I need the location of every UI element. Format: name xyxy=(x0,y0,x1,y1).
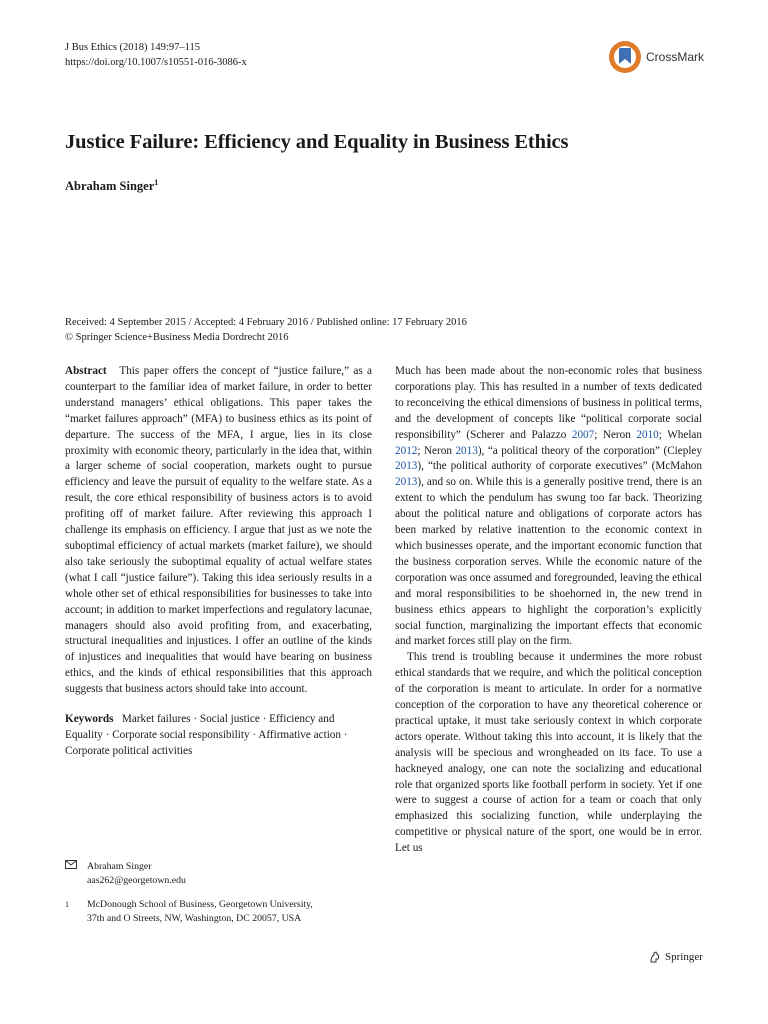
left-column xyxy=(65,364,372,760)
author-line xyxy=(65,178,158,194)
abstract xyxy=(65,364,372,698)
affiliation-line-2: 37th and O Streets, NW, Washington, DC 20057, USA xyxy=(87,913,302,924)
citation-link[interactable]: 2012 xyxy=(395,444,418,457)
envelope-icon xyxy=(65,860,87,888)
citation-link[interactable]: 2010 xyxy=(636,428,659,441)
corresponding-author xyxy=(65,860,372,888)
journal-info xyxy=(65,40,247,70)
p1-text-6: ), “the political authority of corporate executives” (McMahon xyxy=(417,460,702,473)
keywords xyxy=(65,712,372,760)
journal-citation: J Bus Ethics (2018) 149:97–115 xyxy=(65,42,200,53)
received-accepted-published: Received: 4 September 2015 / Accepted: 4 February 2016 / Published online: 17 February 2016 xyxy=(65,317,467,328)
keywords-text: Market failures · Social justice · Efficiency and Equality · Corporate social responsibility · Affirmative action · Corporate political activities xyxy=(65,713,348,757)
author-footnotes xyxy=(65,860,372,926)
p1-text-5: ), “a political theory of the corporation” (Ciepley xyxy=(477,444,702,457)
right-column xyxy=(395,364,702,857)
citation-link[interactable]: 2013 xyxy=(395,476,418,489)
publisher-name: Springer xyxy=(665,951,703,963)
p1-text-4: ; Neron xyxy=(417,444,456,457)
publisher-footer xyxy=(648,950,703,964)
article-title: Justice Failure: Efficiency and Equality in Business Ethics xyxy=(65,131,569,153)
abstract-text: This paper offers the concept of “justice failure,” as a counterpart to the familiar idea of market failure, in order to better understand managers’ ethical obligations. This paper takes the “market failures approach” (MFA) to business ethics as its point of departure. The success of the MFA, I argue, lies in its close proximity with economic theory, particularly in the idea that, within a larger scheme of social cooperation, markets ought to pursue efficiency and leave the pursuit of equality to the welfare state. As a result, the core ethical responsibility of business actors is to avoid profiting off of market failure. After reviewing this approach I challenge its emphasis on efficiency. I argue that just as we note the suboptimal efficiency of actual markets (market failure), we should also take seriously the suboptimal equality of actual welfare states (what I call “justice failure”). Taking this idea seriously results in a whole other set of ethical responsibilities for businesses to take into account; in addition to market imperfections and regulatory lacunae, managers should also avoid profiting from, and exacerbating, structural inequalities and injustices. I offer an outline of the kinds of injustices and inequalities that would have bearing on business ethics, and the kinds of ethical responsibilities that this approach suggests that business actors should take into account. xyxy=(65,365,372,696)
springer-horse-icon xyxy=(648,950,662,964)
citation-link[interactable]: 2007 xyxy=(571,428,595,441)
author-name[interactable]: Abraham Singer xyxy=(65,179,155,194)
author-email[interactable]: aas262@georgetown.edu xyxy=(87,875,186,886)
affiliation xyxy=(65,898,372,926)
copyright-line: © Springer Science+Business Media Dordrecht 2016 xyxy=(65,332,289,343)
affiliation-marker: 1 xyxy=(65,900,69,909)
p1-text-2: ; Neron xyxy=(594,428,637,441)
crossmark-badge[interactable] xyxy=(608,40,704,74)
p1-text-1: Much has been made about the non-economic roles that business corporations play. This has resulted in a number of texts dedicated to reconceiving the ethical dimensions of business in political terms, and the development of concepts like “political corporate social responsibility” (Scherer and Palazzo xyxy=(395,365,702,441)
abstract-heading: Abstract xyxy=(65,365,107,377)
body-paragraph-1 xyxy=(395,364,702,650)
body-paragraph-2: This trend is troubling because it undermines the more robust ethical standards that we require, and which the political conception of the corporation is meant to articulate. In order for a normative conception of the corporation to have any theoretical coherence or practical uptake, it must take seriously context in which corporate actors operate. Without taking this into account, it is likely that the analysis will be specious and wrongheaded on its face. To use a hackneyed analogy, one can note the socializing and educational role that organized sports like football perform in society. Yet if one were to suggest a course of action for a team or coach that only emphasized this socializing function, while underplaying the competitive or physical nature of the sport, one would be in error. Let us xyxy=(395,651,702,855)
publication-dates xyxy=(65,315,467,345)
footnote-author-name: Abraham Singer xyxy=(87,861,152,872)
p1-text-7: ), and so on. While this is a generally positive trend, there is an extent to which the pendulum has swung too far back. Theorizing about the political nature and obligations of corporate actors has been marked by relative inattention to the economic context in which businesses operate, and the important economic function that the business corporation serves. While the economic nature of the corporation was once assumed and foregrounded, leaving the ethical and moral responsibilities to be shoehorned in, the new trend in business ethics appears to highlight the corporation’s explicitly social function, marginalizing the important effects that economic and market forces still play on the firm. xyxy=(395,476,702,648)
p1-text-3: ; Whelan xyxy=(658,428,702,441)
keywords-heading: Keywords xyxy=(65,713,114,726)
affiliation-line-1: McDonough School of Business, Georgetown University, xyxy=(87,899,313,910)
crossmark-icon xyxy=(608,40,642,74)
citation-link[interactable]: 2013 xyxy=(395,460,418,473)
author-affiliation-marker: 1 xyxy=(154,178,159,187)
citation-link[interactable]: 2013 xyxy=(455,444,478,457)
crossmark-label: CrossMark xyxy=(646,50,705,64)
doi-link[interactable]: https://doi.org/10.1007/s10551-016-3086-x xyxy=(65,57,247,68)
